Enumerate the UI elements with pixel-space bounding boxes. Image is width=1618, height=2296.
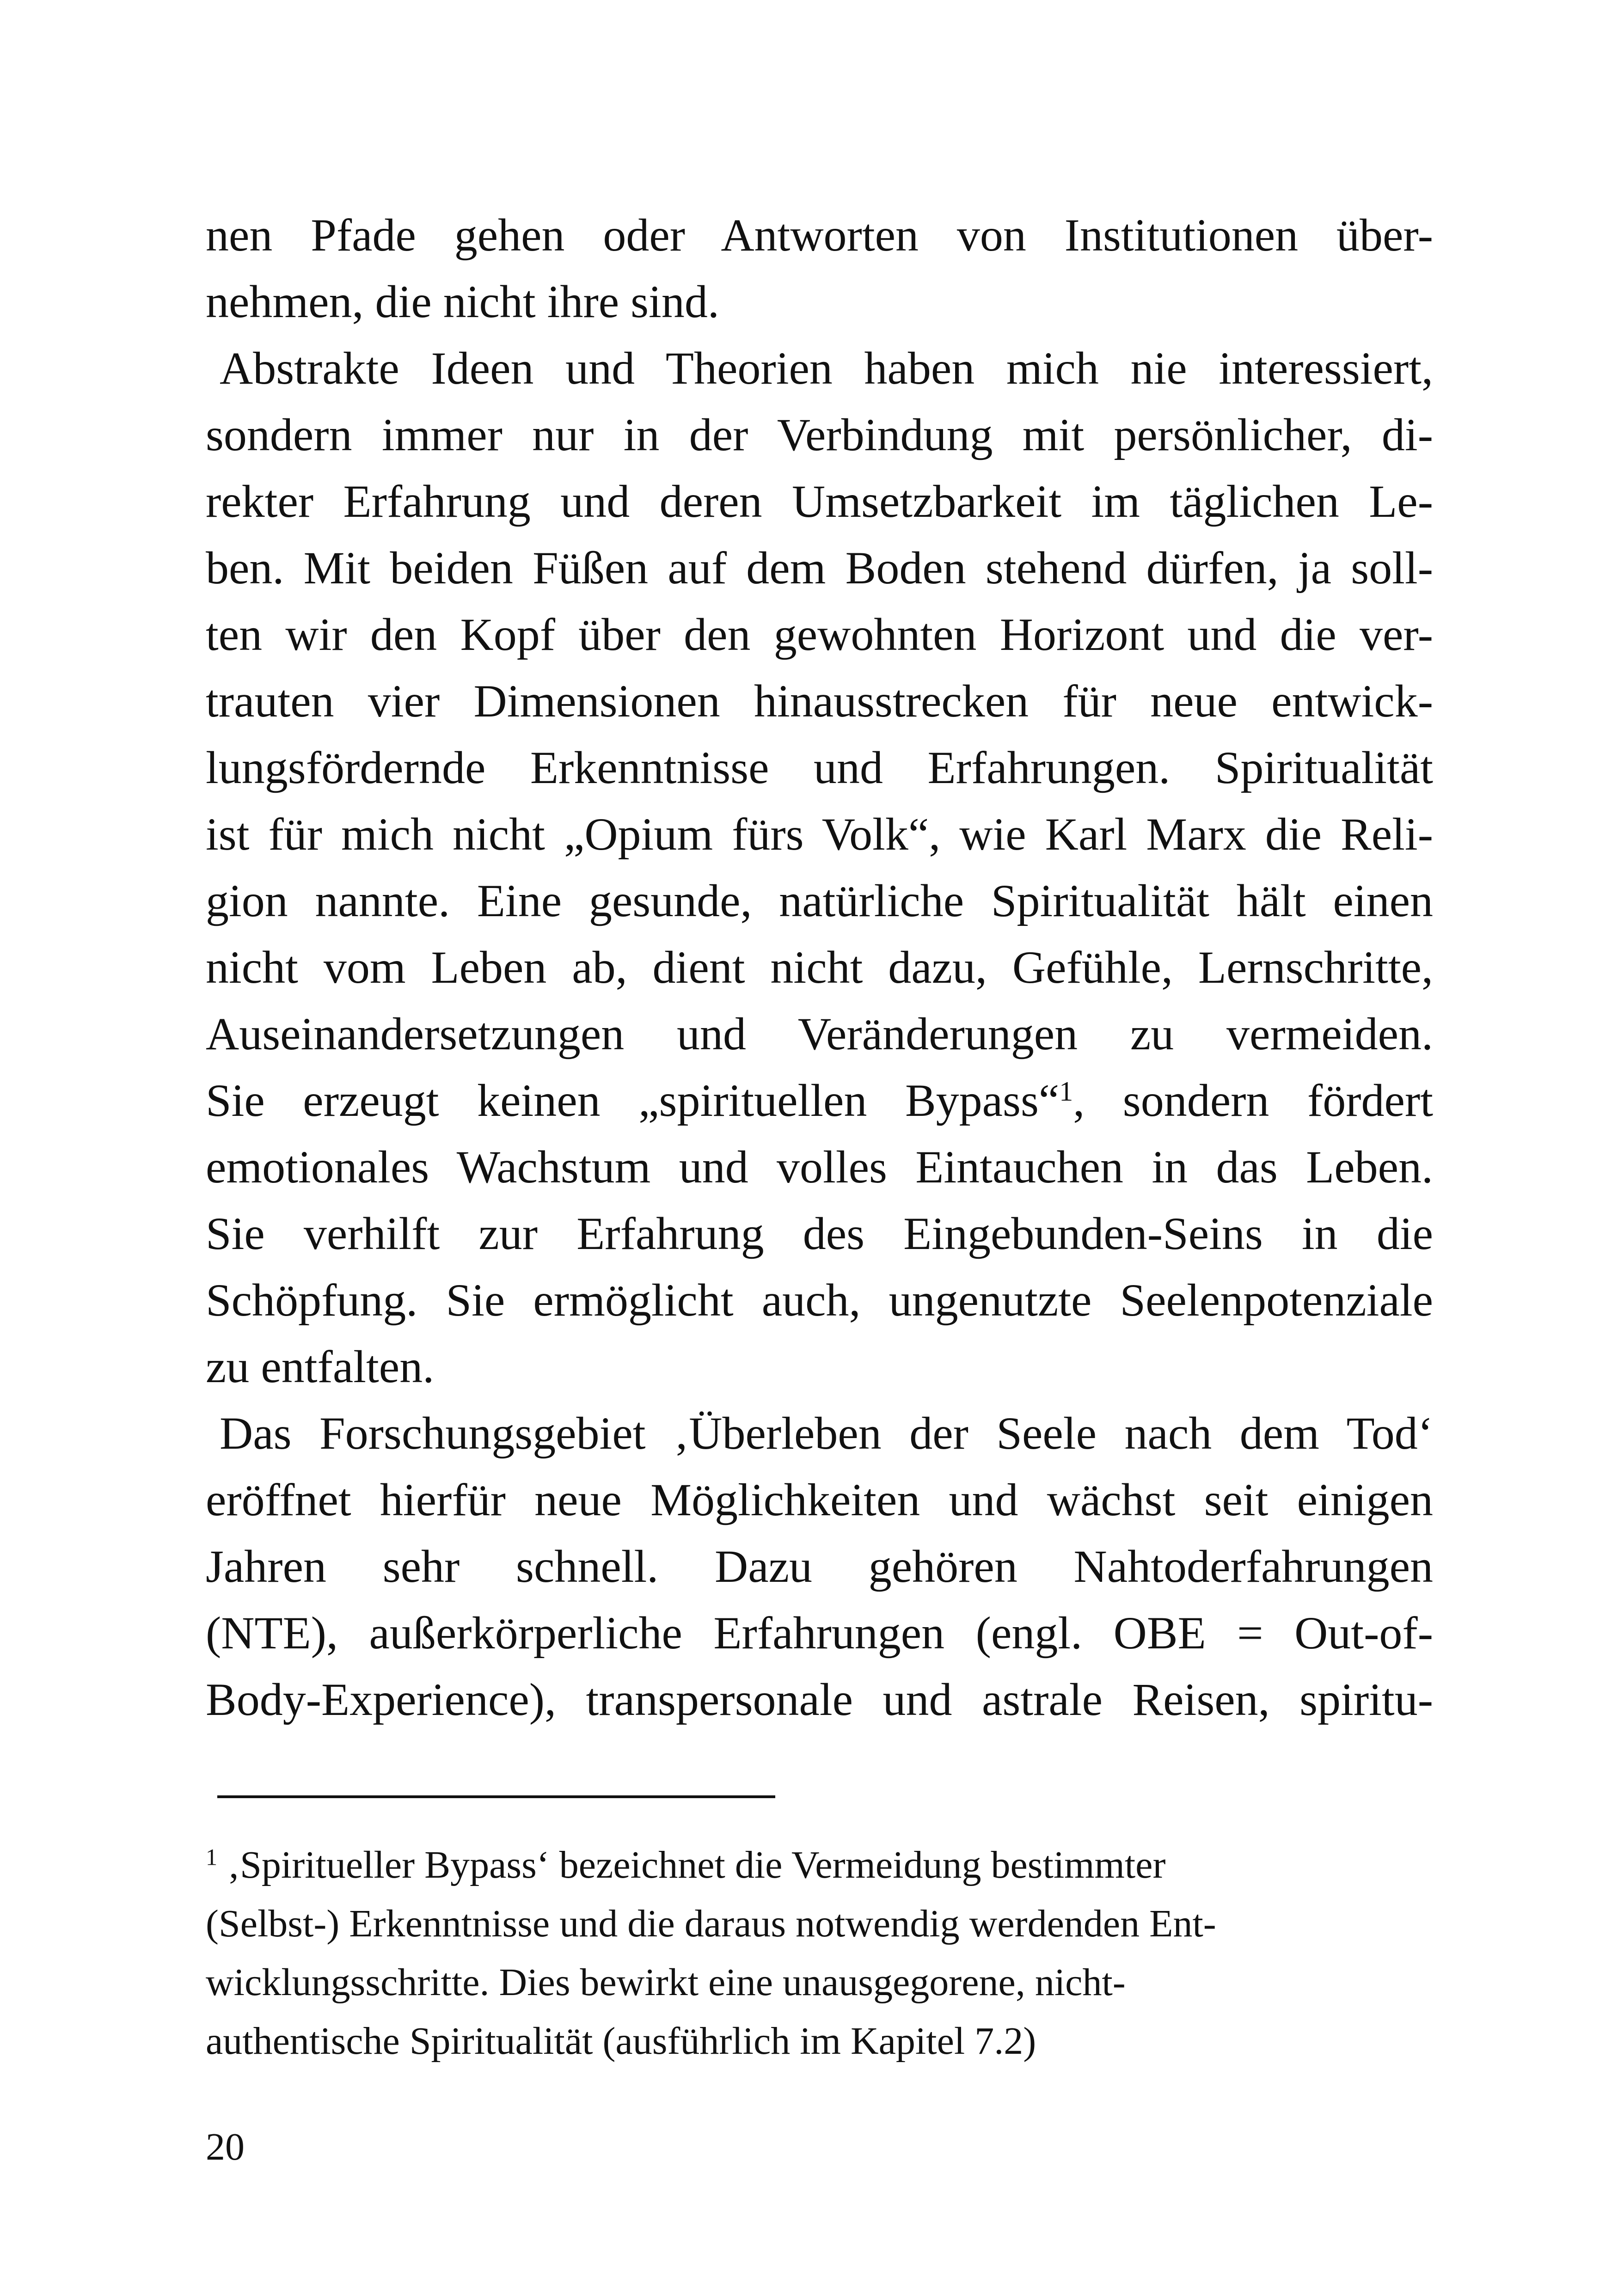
text-line: Das Forschungsgebiet ‚Überleben der Seele nach dem Tod‘ [220, 1408, 1433, 1459]
text-segment: Sie erzeugt keinen „spirituellen Bypass“ [206, 1075, 1060, 1126]
text-line: eröffnet hierfür neue Möglichkeiten und wächst seit einigen [206, 1474, 1433, 1525]
text-line: ten wir den Kopf über den gewohnten Horizont und die ver- [206, 609, 1433, 660]
text-line: ist für mich nicht „Opium fürs Volk“, wie Karl Marx die Reli- [206, 808, 1433, 860]
text-line: zu entfalten. [206, 1341, 435, 1392]
text-line: lungsfördernde Erkenntnisse und Erfahrungen. Spiritualität [206, 742, 1433, 793]
text-line: trauten vier Dimensionen hinausstrecken für neue entwick- [206, 675, 1433, 727]
text-line: Schöpfung. Sie ermöglicht auch, ungenutzte Seelenpotenziale [206, 1274, 1433, 1326]
text-line: sondern immer nur in der Verbindung mit persönlicher, di- [206, 409, 1433, 460]
page-number: 20 [206, 2125, 245, 2168]
text-line: Auseinandersetzungen und Veränderungen zu vermeiden. [206, 1008, 1433, 1059]
text-line: gion nannte. Eine gesunde, natürliche Spiritualität hält einen [206, 875, 1433, 926]
footnote-text: ‚Spiritueller Bypass‘ bezeichnet die Vermeidung bestimmter [227, 1843, 1166, 1886]
text-segment: , sondern fördert [1073, 1075, 1434, 1126]
footnote-line [206, 1836, 1361, 1894]
text-line: Sie verhilft zur Erfahrung des Eingebunden-Seins in die [206, 1208, 1433, 1259]
text-line: Abstrakte Ideen und Theorien haben mich nie interessiert, [220, 343, 1433, 394]
footnote-reference[interactable]: 1 [1059, 1076, 1073, 1107]
text-line: nen Pfade gehen oder Antworten von Institutionen über- [206, 209, 1433, 261]
footnote-divider [217, 1795, 775, 1798]
text-line: rekter Erfahrung und deren Umsetzbarkeit im täglichen Le- [206, 476, 1433, 527]
text-line: nicht vom Leben ab, dient nicht dazu, Gefühle, Lernschritte, [206, 942, 1433, 993]
footnote-line: wicklungsschritte. Dies bewirkt eine unausgegorene, nicht- [206, 1961, 1126, 2004]
text-line: emotionales Wachstum und volles Eintauchen in das Leben. [206, 1141, 1433, 1193]
text-line: nehmen, die nicht ihre sind. [206, 276, 719, 327]
text-line-with-footnote-ref [206, 1067, 1433, 1134]
footnote-line: (Selbst-) Erkenntnisse und die daraus notwendig werdenden Ent- [206, 1902, 1216, 1945]
text-line: (NTE), außerkörperliche Erfahrungen (engl. OBE = Out-of- [206, 1607, 1433, 1659]
text-line: Body-Experience), transpersonale und astrale Reisen, spiritu- [206, 1674, 1433, 1725]
footnote-marker: 1 [206, 1844, 218, 1870]
footnote-line: authentische Spiritualität (ausführlich im Kapitel 7.2) [206, 2020, 1036, 2063]
text-line: ben. Mit beiden Füßen auf dem Boden stehend dürfen, ja soll- [206, 542, 1433, 594]
text-line: Jahren sehr schnell. Dazu gehören Nahtoderfahrungen [206, 1541, 1433, 1592]
